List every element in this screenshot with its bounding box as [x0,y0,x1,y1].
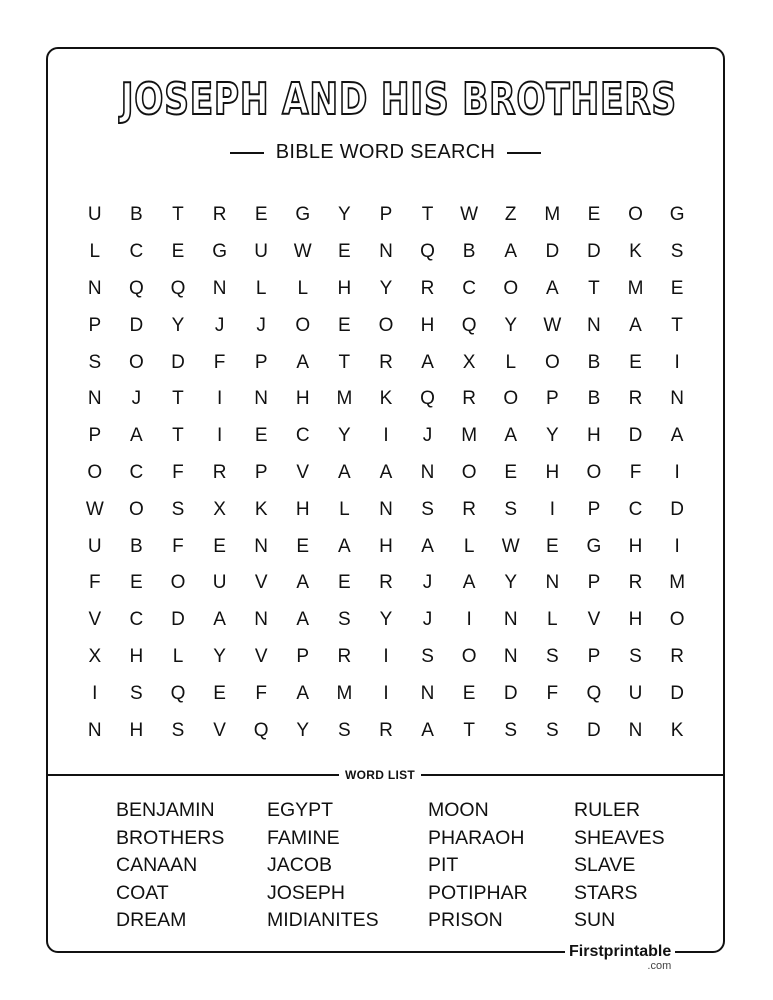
grid-letter: E [254,204,268,226]
grid-letter: B [587,388,601,410]
grid-letter: O [295,314,311,336]
grid-letter: L [255,277,267,299]
grid-letter: B [587,351,601,373]
grid-letter: N [212,277,227,299]
grid-letter: N [545,572,560,594]
grid-letter: H [545,461,560,483]
grid-letter: D [628,425,643,447]
grid-letter: Z [504,204,517,226]
grid-letter: G [586,535,602,557]
grid-letter: W [293,241,312,263]
grid-letter: T [172,425,184,447]
grid-letter: S [130,682,143,704]
grid-letter: J [422,425,433,447]
grid-letter: R [628,572,643,594]
word-list-item: SLAVE [574,854,636,876]
grid-row [74,455,699,492]
grid-letter: A [462,572,476,594]
grid-letter: W [85,498,104,520]
grid-letter: E [338,572,351,594]
grid-letter: E [296,535,310,557]
grid-letter: L [547,609,558,631]
word-list-label: WORD LIST [339,766,421,784]
grid-letter: D [171,351,185,373]
grid-letter: T [671,314,683,336]
grid-letter: B [130,204,143,226]
grid-row [74,565,699,602]
grid-letter: A [338,461,351,483]
subtitle-row [46,141,725,164]
grid-letter: N [254,388,269,410]
grid-letter: H [295,388,310,410]
word-list-item: BENJAMIN [116,799,215,821]
word-list-column [428,797,528,935]
grid-letter: A [421,535,434,557]
brand-domain: .com [647,960,672,972]
page-subtitle: BIBLE WORD SEARCH [275,141,496,163]
grid-letter: N [670,388,684,410]
grid-letter: R [670,645,684,667]
grid-letter: E [670,277,684,299]
grid-row [74,675,699,712]
grid-letter: G [212,241,227,263]
letter-grid [74,197,699,749]
grid-letter: R [337,645,352,667]
grid-letter: N [379,498,393,520]
grid-letter: U [628,682,643,704]
grid-letter: H [628,535,643,557]
grid-letter: Y [171,314,185,336]
grid-letter: F [629,461,642,483]
grid-letter: Y [504,572,518,594]
grid-letter: L [172,645,184,667]
grid-letter: V [88,609,102,631]
grid-letter: P [254,351,268,373]
grid-letter: E [130,572,143,594]
grid-letter: I [383,645,389,667]
grid-letter: Q [170,277,186,299]
page-title: JOSEPH AND HIS BROTHERS [120,74,677,125]
grid-letter: B [462,241,476,263]
brand-logo [565,943,675,972]
grid-letter: N [254,535,269,557]
grid-letter: I [383,682,389,704]
grid-row [74,197,699,234]
grid-letter: E [213,535,226,557]
grid-row [74,381,699,418]
grid-letter: O [586,461,602,483]
grid-letter: Y [545,425,559,447]
grid-letter: S [88,351,102,373]
grid-letter: O [544,351,560,373]
grid-letter: T [172,388,184,410]
word-list-item: MOON [428,799,489,821]
word-list-item: SUN [574,909,616,931]
grid-letter: N [87,388,102,410]
word-list-item: JOSEPH [267,881,346,904]
grid-letter: J [214,314,225,336]
word-list-column [116,797,224,935]
word-list-item: JACOB [267,854,333,876]
grid-letter: T [588,277,600,299]
grid-letter: K [379,388,393,410]
grid-letter: N [587,314,601,336]
grid-letter: E [171,241,185,263]
grid-letter: M [336,388,353,410]
grid-letter: M [544,204,561,226]
grid-letter: R [212,461,227,483]
grid-letter: E [254,425,268,447]
grid-letter: R [379,572,393,594]
word-list-item: STARS [574,881,638,904]
grid-letter: T [421,204,434,226]
grid-letter: R [462,388,476,410]
grid-letter: G [295,204,311,226]
word-list-item: CANAAN [116,854,198,876]
grid-letter: V [587,609,601,631]
grid-letter: H [129,719,144,741]
word-list-column [267,797,379,935]
grid-letter: D [503,682,518,704]
grid-letter: L [89,241,101,263]
grid-letter: K [670,719,684,741]
grid-letter: J [422,609,433,631]
grid-letter: E [338,314,351,336]
word-list-item: EGYPT [267,799,334,821]
grid-letter: V [213,719,226,741]
grid-letter: C [129,461,144,483]
grid-row [74,639,699,676]
grid-letter: E [504,461,518,483]
grid-letter: C [129,241,144,263]
grid-row [74,271,699,308]
grid-letter: Y [379,277,393,299]
grid-letter: N [420,682,435,704]
grid-letter: C [129,609,144,631]
word-list-item: FAMINE [267,826,340,849]
word-list-item: BROTHERS [116,826,225,849]
word-list-item: MIDIANITES [267,909,379,931]
grid-letter: F [172,535,184,557]
grid-letter: F [213,351,226,373]
grid-letter: N [87,719,102,741]
word-list-item: POTIPHAR [428,881,528,904]
grid-row [74,528,699,565]
grid-letter: F [88,572,101,594]
grid-letter: X [213,498,226,520]
grid-letter: S [171,498,185,520]
grid-letter: F [172,461,184,483]
grid-letter: N [420,461,435,483]
grid-letter: M [336,682,353,704]
grid-letter: C [295,425,310,447]
grid-letter: Y [338,204,351,226]
grid-letter: I [216,425,223,447]
grid-letter: F [255,682,267,704]
grid-row [74,418,699,455]
subtitle-left-rule [230,152,264,154]
brand-name: Firstprintable [569,943,672,960]
grid-letter: P [88,425,102,447]
grid-letter: G [669,204,685,226]
grid-letter: O [461,461,477,483]
grid-letter: Q [170,682,186,704]
grid-letter: P [254,461,268,483]
grid-letter: A [504,425,518,447]
grid-letter: L [463,535,475,557]
grid-letter: D [171,609,185,631]
grid-letter: A [545,277,559,299]
grid-letter: O [378,314,394,336]
grid-letter: O [503,388,519,410]
grid-letter: O [87,461,103,483]
grid-letter: P [379,204,393,226]
grid-letter: A [296,572,310,594]
grid-letter: C [462,277,476,299]
grid-letter: O [669,609,685,631]
grid-letter: I [466,609,472,631]
word-list-column [574,797,665,935]
grid-letter: E [629,351,642,373]
grid-letter: R [420,277,435,299]
grid-letter: D [129,314,144,336]
grid-letter: S [504,719,518,741]
grid-letter: J [256,314,266,336]
grid-letter: O [628,204,643,226]
grid-letter: S [171,719,185,741]
grid-letter: L [297,277,309,299]
grid-letter: A [296,682,310,704]
grid-letter: U [87,204,102,226]
grid-letter: N [254,609,269,631]
grid-letter: A [130,425,143,447]
grid-letter: B [130,535,143,557]
grid-letter: U [212,572,227,594]
grid-letter: I [674,535,680,557]
grid-letter: I [92,682,98,704]
grid-letter: U [254,241,269,263]
word-list-item: COAT [116,881,169,904]
grid-letter: Y [296,719,310,741]
grid-letter: H [420,314,435,336]
grid-letter: V [296,461,310,483]
grid-letter: F [546,682,559,704]
word-list-item: DREAM [116,909,187,931]
grid-letter: A [296,609,310,631]
grid-letter: A [338,535,351,557]
grid-letter: S [504,498,518,520]
grid-letter: M [461,425,478,447]
grid-letter: A [379,461,393,483]
grid-row [74,307,699,344]
grid-letter: Y [213,645,226,667]
grid-letter: A [421,351,434,373]
grid-letter: P [587,498,601,520]
grid-letter: Y [379,609,393,631]
grid-letter: A [296,351,310,373]
grid-letter: W [543,314,562,336]
grid-letter: S [545,719,559,741]
grid-letter: P [587,572,601,594]
grid-letter: P [587,645,601,667]
grid-row [74,491,699,528]
word-list-item: PHARAOH [428,826,525,849]
grid-letter: Y [338,425,351,447]
grid-letter: H [295,498,310,520]
grid-letter: S [545,645,559,667]
grid-letter: E [587,204,601,226]
grid-row [74,712,699,749]
grid-letter: R [628,388,643,410]
grid-letter: E [338,241,351,263]
grid-letter: S [338,719,351,741]
grid-letter: O [129,498,144,520]
grid-letter: O [129,351,144,373]
grid-letter: J [131,388,142,410]
grid-letter: V [254,645,268,667]
grid-letter: R [462,498,476,520]
grid-letter: K [629,241,642,263]
grid-letter: I [383,425,389,447]
subtitle-right-rule [507,152,541,154]
grid-letter: L [505,351,517,373]
grid-letter: A [421,719,434,741]
grid-letter: J [422,572,433,594]
grid-letter: X [462,351,476,373]
grid-letter: Q [420,388,435,410]
grid-row [74,602,699,639]
grid-letter: Q [129,277,144,299]
grid-letter: P [296,645,310,667]
grid-letter: P [545,388,559,410]
grid-letter: Q [461,314,477,336]
grid-letter: T [172,204,184,226]
grid-letter: A [213,609,226,631]
grid-letter: H [628,609,643,631]
grid-letter: A [670,425,684,447]
word-list-item: PRISON [428,909,503,931]
grid-letter: N [503,609,518,631]
grid-letter: X [88,645,102,667]
grid-letter: R [379,351,393,373]
grid-letter: H [129,645,144,667]
word-list-item: RULER [574,799,641,821]
grid-letter: E [545,535,559,557]
grid-letter: H [337,277,352,299]
grid-letter: C [628,498,643,520]
grid-letter: H [587,425,601,447]
grid-letter: O [461,645,477,667]
grid-letter: S [629,645,642,667]
grid-letter: W [460,204,479,226]
grid-letter: U [87,535,102,557]
grid-letter: I [674,351,680,373]
grid-letter: N [628,719,643,741]
grid-letter: Q [420,241,435,263]
word-list-item: PIT [428,854,459,876]
grid-letter: S [338,609,351,631]
grid-letter: W [501,535,520,557]
grid-letter: O [170,572,186,594]
grid-letter: Q [253,719,269,741]
grid-letter: Y [504,314,518,336]
grid-letter: D [587,719,601,741]
grid-letter: S [421,498,434,520]
grid-letter: D [670,682,684,704]
grid-letter: D [545,241,560,263]
word-list-item: SHEAVES [574,826,665,849]
grid-letter: M [627,277,644,299]
grid-letter: I [674,461,680,483]
grid-letter: T [338,351,351,373]
grid-letter: R [379,719,393,741]
grid-letter: E [213,682,226,704]
grid-letter: Q [586,682,602,704]
grid-letter: D [670,498,684,520]
grid-letter: I [549,498,555,520]
grid-letter: T [463,719,475,741]
grid-letter: N [379,241,393,263]
grid-letter: H [379,535,393,557]
grid-letter: S [421,645,434,667]
grid-letter: N [87,277,102,299]
grid-letter: I [216,388,223,410]
grid-letter: A [504,241,518,263]
grid-letter: N [503,645,518,667]
grid-letter: A [629,314,642,336]
grid-row [74,344,699,381]
grid-letter: R [212,204,227,226]
grid-letter: D [587,241,601,263]
grid-letter: M [669,572,686,594]
grid-letter: V [254,572,268,594]
grid-letter: S [670,241,684,263]
grid-row [74,234,699,271]
grid-letter: L [339,498,350,520]
grid-letter: O [503,277,519,299]
grid-letter: E [462,682,476,704]
grid-letter: K [254,498,268,520]
grid-letter: P [88,314,102,336]
